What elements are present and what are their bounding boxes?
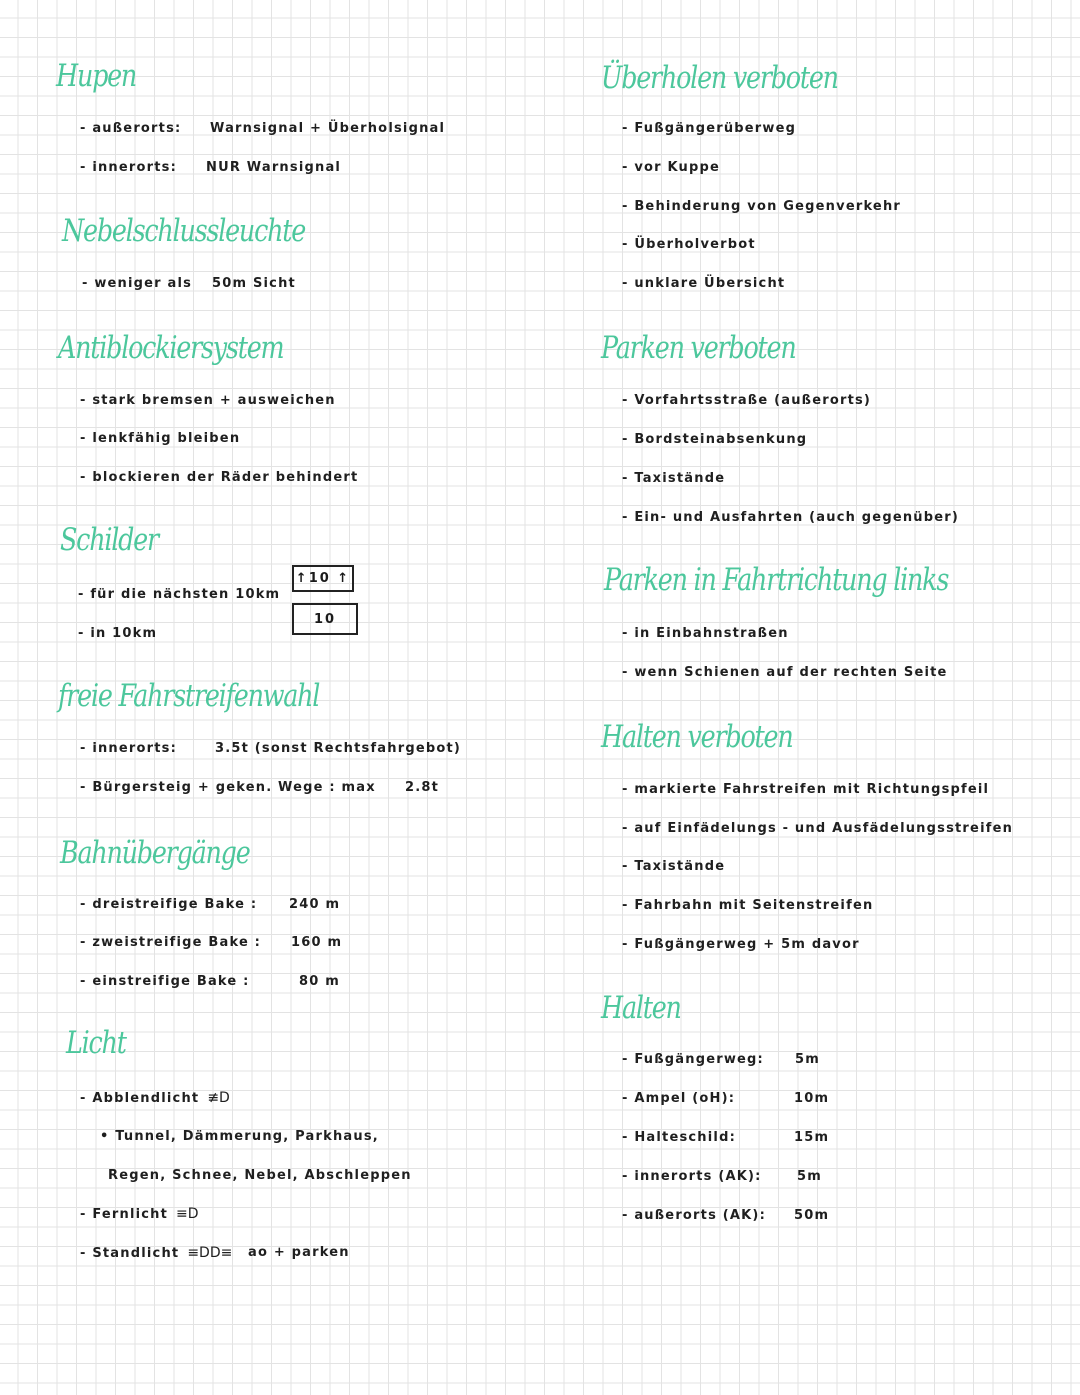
licht-row-label	[80, 1206, 199, 1222]
list-item: - Bordsteinabsenkung	[622, 432, 808, 447]
list-item: - vor Kuppe	[622, 160, 720, 175]
fahrstreifen-row-label: - innerorts:	[80, 741, 178, 756]
list-item: - blockieren der Räder behindert	[80, 470, 359, 485]
nebel-row-value: 50m Sicht	[212, 276, 296, 291]
list-item: - Vorfahrtsstraße (außerorts)	[622, 393, 872, 408]
traffic-sign-in-10km: 10	[292, 603, 358, 635]
standlicht-value: ao + parken	[248, 1245, 350, 1260]
halten-row-value: 50m	[794, 1208, 830, 1223]
heading-parken-fahrtrichtung-links: Parken in Fahrtrichtung links	[604, 562, 949, 598]
list-item: - unklare Übersicht	[622, 276, 786, 291]
bahn-row-value: 80 m	[299, 974, 340, 989]
halten-row-value: 10m	[794, 1091, 830, 1106]
list-item: - stark bremsen + ausweichen	[80, 393, 336, 408]
list-item: - markierte Fahrstreifen mit Richtungspfeil	[622, 782, 990, 797]
halten-row-value: 15m	[794, 1130, 830, 1145]
heading-parken-verboten: Parken verboten	[601, 330, 796, 366]
list-item: - lenkfähig bleiben	[80, 431, 241, 446]
licht-subline: Regen, Schnee, Nebel, Abschleppen	[108, 1168, 412, 1183]
heading-ueberholen-verboten: Überholen verboten	[601, 60, 838, 96]
list-item: - in Einbahnstraßen	[622, 626, 789, 641]
heading-schilder: Schilder	[60, 522, 158, 558]
halten-row-label: - innerorts (AK):	[622, 1169, 762, 1184]
high-beam-icon: ≡D	[176, 1206, 199, 1222]
bahn-row-label: - einstreifige Bake :	[80, 974, 250, 989]
halten-row-value: 5m	[795, 1052, 820, 1067]
halten-row-label: - Halteschild:	[622, 1130, 736, 1145]
list-item: - Taxistände	[622, 859, 726, 874]
heading-freie-fahrstreifenwahl: freie Fahrstreifenwahl	[58, 678, 320, 714]
traffic-sign-10km-arrows: ↑10 ↑	[292, 565, 354, 592]
list-item: - Fußgängerüberweg	[622, 121, 797, 136]
licht-row-label	[80, 1245, 232, 1261]
heading-halten-verboten: Halten verboten	[601, 719, 793, 755]
fernlicht-label: - Fernlicht	[80, 1207, 169, 1222]
list-item: - Taxistände	[622, 471, 726, 486]
halten-row-label: - Fußgängerweg:	[622, 1052, 764, 1067]
fahrstreifen-row-value: 3.5t (sonst Rechtsfahrgebot)	[215, 741, 462, 756]
halten-row-label: - außerorts (AK):	[622, 1208, 766, 1223]
halten-row-value: 5m	[797, 1169, 822, 1184]
list-item: - auf Einfädelungs - und Ausfädelungsstreifen	[622, 821, 1014, 836]
list-item: - Fußgängerweg + 5m davor	[622, 937, 860, 952]
heading-bahnuebergaenge: Bahnübergänge	[60, 835, 250, 871]
hupen-row-label: - innerorts:	[80, 160, 178, 175]
halten-row-label: - Ampel (oH):	[622, 1091, 736, 1106]
heading-nebelschlussleuchte: Nebelschlussleuchte	[62, 213, 306, 249]
heading-hupen: Hupen	[56, 58, 137, 94]
schilder-row-label: - für die nächsten 10km	[78, 587, 281, 602]
hupen-row-label: - außerorts:	[80, 121, 182, 136]
hupen-row-value: Warnsignal + Überholsignal	[210, 121, 446, 136]
list-item: - wenn Schienen auf der rechten Seite	[622, 665, 948, 680]
list-item: - Fahrbahn mit Seitenstreifen	[622, 898, 874, 913]
schilder-row-label: - in 10km	[78, 626, 158, 641]
bahn-row-label: - zweistreifige Bake :	[80, 935, 262, 950]
bahn-row-value: 160 m	[291, 935, 343, 950]
heading-licht: Licht	[66, 1025, 126, 1061]
fahrstreifen-row-value: 2.8t	[405, 780, 440, 795]
heading-antiblockiersystem: Antiblockiersystem	[58, 330, 284, 366]
licht-subline: • Tunnel, Dämmerung, Parkhaus,	[100, 1129, 379, 1144]
low-beam-icon: ≢D	[207, 1090, 230, 1106]
licht-row-label	[80, 1090, 230, 1106]
standlicht-label: - Standlicht	[80, 1246, 180, 1261]
list-item: - Behinderung von Gegenverkehr	[622, 199, 902, 214]
bahn-row-label: - dreistreifige Bake :	[80, 897, 258, 912]
list-item: - Überholverbot	[622, 237, 756, 252]
nebel-row-label: - weniger als	[82, 276, 193, 291]
bahn-row-value: 240 m	[289, 897, 341, 912]
parking-light-icon: ≡DD≡	[187, 1245, 233, 1261]
list-item: - Ein- und Ausfahrten (auch gegenüber)	[622, 510, 960, 525]
heading-halten: Halten	[601, 990, 681, 1026]
fahrstreifen-row-label: - Bürgersteig + geken. Wege : max	[80, 780, 376, 795]
hupen-row-value: NUR Warnsignal	[206, 160, 342, 175]
abblendlicht-label: - Abblendlicht	[80, 1091, 200, 1106]
